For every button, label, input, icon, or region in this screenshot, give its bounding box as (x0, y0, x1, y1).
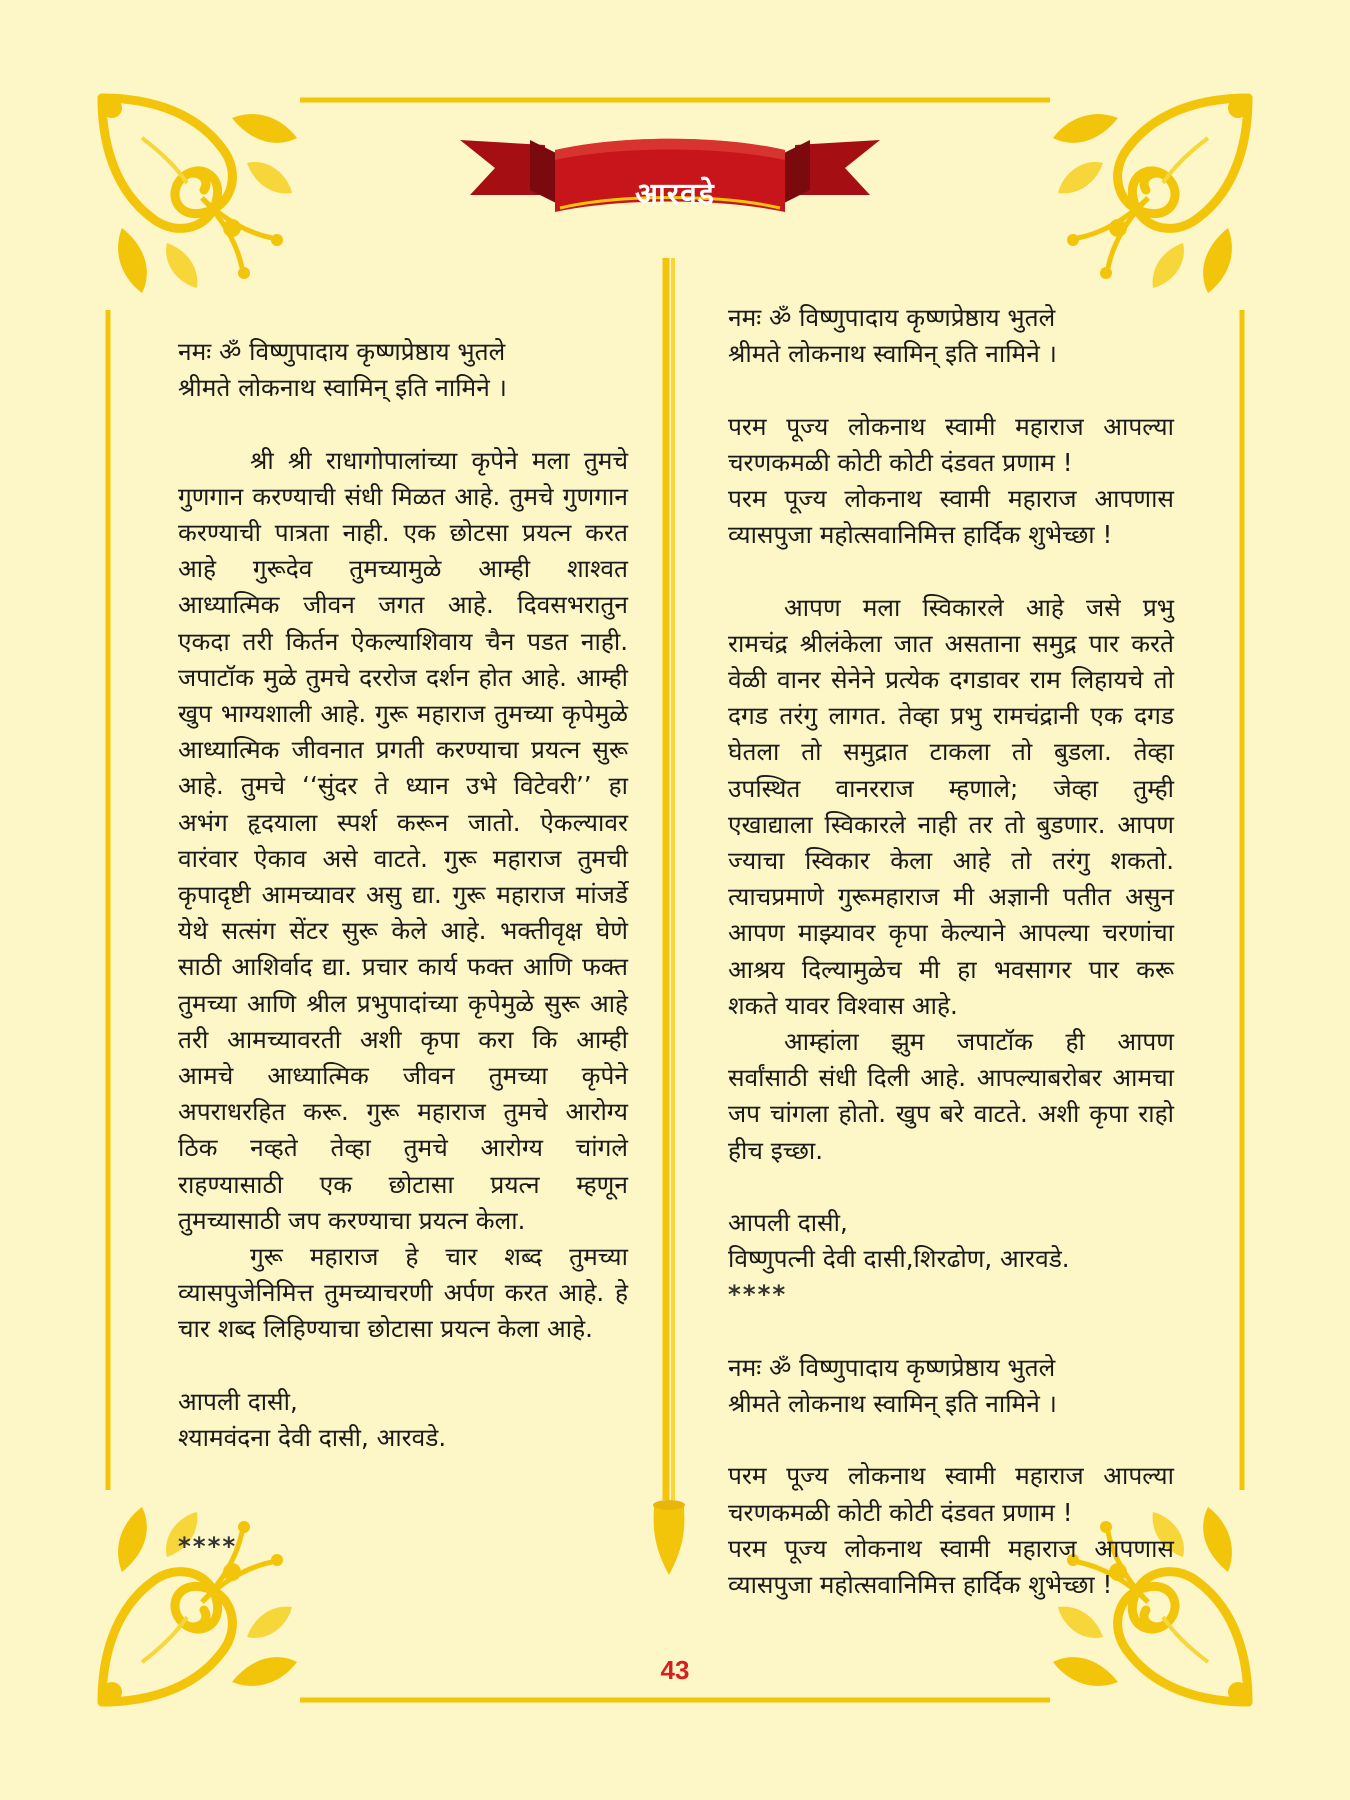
right-column (728, 300, 1174, 1603)
text-line: परम पूज्य लोकनाथ स्वामी महाराज आपल्या (728, 411, 1174, 441)
left-paragraph-1 (178, 443, 628, 1239)
text-line: चार शब्द लिहिण्याचा छोटासा प्रयत्न केला आहे. (178, 1314, 593, 1344)
text-line: एखाद्याला स्विकारले नाही तर तो बुडणार. आपण (728, 809, 1174, 839)
text-line: व्यासपुजा महोत्सवानिमित्त हार्दिक शुभेच्छा ! (728, 1570, 1113, 1600)
signoff: आपली दासी, (178, 1386, 298, 1416)
text-line: करण्याची पात्रता नाही. एक छोटसा प्रयत्न करत (178, 518, 628, 547)
text-line: अपराधरहित करू. गुरू महाराज तुमचे आरोग्य (178, 1097, 628, 1127)
text-line: घेतला तो समुद्रात टाकला तो बुडला. तेव्हा (728, 737, 1174, 767)
text-line: व्यासपुजा महोत्सवानिमित्त हार्दिक शुभेच्छा ! (728, 520, 1113, 550)
signoff: आपली दासी, (728, 1208, 848, 1238)
text-line: सर्वांसाठी संधी दिली आहे. आपल्याबरोबर आमचा (728, 1063, 1174, 1093)
right-paragraph-2 (728, 1024, 1174, 1169)
text-line: अभंग हृदयाला स्पर्श करून जातो. ऐकल्यावर (178, 807, 628, 837)
text-line: त्याचप्रमाणे गुरूमहाराज मी अज्ञानी पतीत असुन (728, 882, 1174, 912)
text-line: आपण माझ्यावर कृपा केल्याने आपल्या चरणांचा (728, 918, 1174, 948)
text-line: चरणकमळी कोटी कोटी दंडवत प्रणाम ! (728, 447, 1073, 477)
text-line: तरी आमच्यावरती अशी कृपा करा कि आम्ही (178, 1024, 628, 1054)
text-line: खुप भाग्यशाली आहे. गुरू महाराज तुमच्या कृपेमुळे (178, 699, 628, 729)
text-line: आध्यात्मिक जीवनात प्रगती करण्याचा प्रयत्न सुरू (178, 735, 628, 765)
text-line: ठिक नव्हते तेव्हा तुमचे आरोग्य चांगले (178, 1133, 628, 1163)
text-line: उपस्थित वानरराज म्हणाले; जेव्हा तुम्ही (728, 773, 1174, 803)
text-line: कृपादृष्टी आमच्यावर असु द्या. गुरू महाराज मांजर्डे (178, 880, 628, 910)
text-line: तुमच्यासाठी जप करण्याचा प्रयत्न केला. (178, 1205, 526, 1235)
text-line: गुणगान करण्याची संधी मिळत आहे. तुमचे गुणगान (178, 481, 628, 511)
salutation-line: नमः ॐ विष्णुपादाय कृष्णप्रेष्ठाय भुतले (178, 337, 506, 366)
text-line: परम पूज्य लोकनाथ स्वामी महाराज आपणास (728, 1533, 1174, 1563)
text-line: आपण मला स्विकारले आहे जसे प्रभु (784, 592, 1174, 622)
separator-stars: **** (728, 1280, 788, 1310)
text-line: चरणकमळी कोटी कोटी दंडवत प्रणाम ! (728, 1497, 1073, 1527)
text-line: आम्हांला झुम जपाटॉक ही आपण (784, 1027, 1174, 1057)
left-column (178, 334, 628, 1565)
salutation-line: श्रीमते लोकनाथ स्वामिन् इति नामिने । (178, 373, 507, 403)
salutation-line: श्रीमते लोकनाथ स्वामिन् इति नामिने । (728, 1389, 1057, 1419)
right-paragraph-1 (728, 590, 1174, 1024)
text-line: साठी आशिर्वाद द्या. प्रचार कार्य फक्त आणि फक्त (178, 952, 628, 982)
text-line: रामचंद्र श्रीलंकेला जात असताना समुद्र पार करते (728, 628, 1174, 658)
text-line: आहे गुरूदेव तुमच्यामुळे आम्ही शाश्वत (178, 554, 628, 584)
text-line: आमचे आध्यात्मिक जीवन तुमच्या कृपेने (178, 1061, 628, 1091)
text-line: येथे सत्संग सेंटर सुरू केले आहे. भक्तीवृक्ष घेणे (178, 916, 628, 946)
text-line: वेळी वानर सेनेने प्रत्येक दगडावर राम लिहायचे तो (728, 665, 1174, 694)
text-line: हीच इच्छा. (728, 1135, 824, 1165)
signature: श्यामवंदना देवी दासी, आरवडे. (178, 1423, 447, 1453)
text-line: आहे. तुमचे ‘‘सुंदर ते ध्यान उभे विटेवरी’’ हा (178, 771, 628, 801)
text-line: राहण्यासाठी एक छोटासा प्रयत्न म्हणून (178, 1169, 628, 1199)
text-line: गुरू महाराज हे चार शब्द तुमच्या (250, 1242, 628, 1272)
text-line: श्री श्री राधागोपालांच्या कृपेने मला तुमचे (250, 445, 628, 475)
text-line: आश्रय दिल्यामुळेच मी हा भवसागर पार करू (728, 954, 1174, 984)
salutation-line: श्रीमते लोकनाथ स्वामिन् इति नामिने । (728, 339, 1057, 369)
text-line: जपाटॉक मुळे तुमचे दररोज दर्शन होत आहे. आम्ही (178, 662, 628, 692)
text-line: शकते यावर विश्वास आहे. (728, 990, 958, 1020)
page-title: आरवडे (635, 177, 715, 212)
text-line: परम पूज्य लोकनाथ स्वामी महाराज आपणास (728, 484, 1174, 513)
text-line: दगड तरंगु लागत. तेव्हा प्रभु रामचंद्रानी एक दगड (728, 701, 1174, 731)
text-line: आध्यात्मिक जीवन जगत आहे. दिवसभरातुन (178, 590, 628, 620)
salutation-line: नमः ॐ विष्णुपादाय कृष्णप्रेष्ठाय भुतले (728, 303, 1056, 332)
text-line: एकदा तरी किर्तन ऐकल्याशिवाय चैन पडत नाही. (178, 626, 628, 656)
text-line: ज्याचा स्विकार केला आहे तो तरंगु शकतो. (728, 846, 1174, 876)
page-number: 43 (660, 1655, 690, 1685)
signature: विष्णुपत्नी देवी दासी,शिरढोण, आरवडे. (728, 1244, 1070, 1274)
text-line: वारंवार ऐकाव असे वाटते. गुरू महाराज तुमची (178, 843, 628, 873)
text-line: परम पूज्य लोकनाथ स्वामी महाराज आपल्या (728, 1461, 1174, 1491)
right-greeting-2 (728, 1458, 1174, 1603)
text-line: जप चांगला होतो. खुप बरे वाटते. अशी कृपा राहो (728, 1099, 1174, 1129)
separator-stars: **** (178, 1531, 238, 1561)
text-line: व्यासपुजेनिमित्त तुमच्याचरणी अर्पण करत आहे. हे (178, 1278, 628, 1308)
left-paragraph-2 (178, 1239, 628, 1348)
salutation-line: नमः ॐ विष्णुपादाय कृष्णप्रेष्ठाय भुतले (728, 1352, 1056, 1382)
right-greeting (728, 409, 1174, 554)
text-line: तुमच्या आणि श्रील प्रभुपादांच्या कृपेमुळे सुरू आहे (178, 988, 628, 1018)
